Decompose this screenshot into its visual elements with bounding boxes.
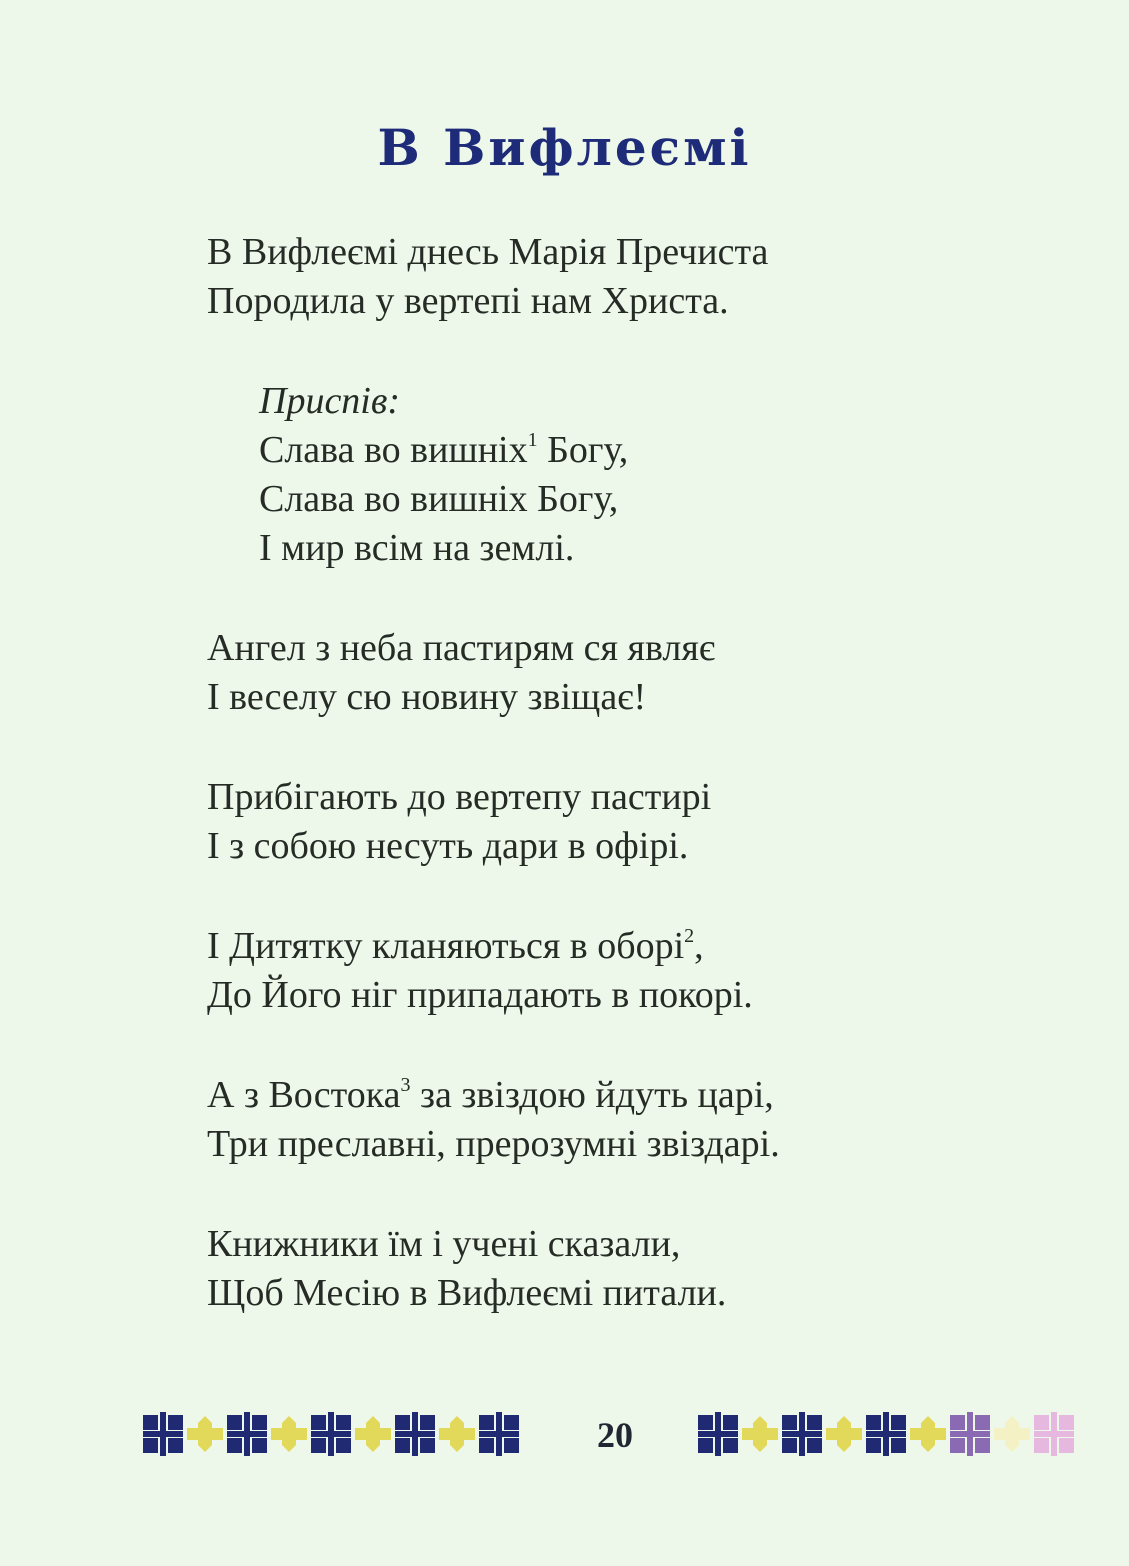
poem-line: І мир всім на землі. <box>259 527 575 569</box>
diamond-stitch-icon <box>439 1416 475 1452</box>
poem-line: Прибігають до вертепу пастирі <box>207 776 712 818</box>
cross-stitch-icon <box>227 1412 267 1456</box>
footnote-marker: 3 <box>400 1074 411 1096</box>
poem-line: Породила у вертепі нам Христа. <box>207 280 729 322</box>
poem-stanza <box>207 228 1009 326</box>
diamond-stitch-icon <box>355 1416 391 1452</box>
diamond-stitch-icon <box>910 1416 946 1452</box>
diamond-stitch-icon <box>742 1416 778 1452</box>
footnote-marker: 1 <box>527 429 538 451</box>
page-number: 20 <box>597 1415 633 1455</box>
poem-stanza <box>207 922 1009 1020</box>
poem-line: В Вифлеємі днесь Марія Пречиста <box>207 231 769 273</box>
poem-line: Слава во вишніх Богу, <box>259 478 619 520</box>
cross-stitch-icon <box>395 1412 435 1456</box>
cross-stitch-icon <box>143 1412 183 1456</box>
poem-stanza <box>207 1071 1009 1169</box>
poem-line <box>207 1071 1009 1120</box>
cross-stitch-icon <box>311 1412 351 1456</box>
line-text-tail: за звіздою йдуть царі, <box>410 1074 774 1116</box>
footnote-marker: 2 <box>684 925 695 947</box>
poem-line: Три преславні, прерозумні звіздарі. <box>207 1123 780 1165</box>
poem-stanza <box>207 773 1009 871</box>
poem-line: Ангел з неба пастирям ся являє <box>207 627 716 669</box>
poem-line <box>259 426 1009 475</box>
embroidery-ornament-right <box>698 1412 1083 1456</box>
poem-title: В Вифлеємі <box>377 118 752 177</box>
poem-line: До Його ніг припадають в покорі. <box>207 974 753 1016</box>
line-text: І Дитятку кланяються в оборі <box>207 925 685 967</box>
poem-line: Книжники їм і учені сказали, <box>207 1223 681 1265</box>
chorus-label: Приспів: <box>259 380 401 422</box>
cross-stitch-icon <box>866 1412 906 1456</box>
poem-line <box>207 922 1009 971</box>
cross-stitch-icon <box>950 1412 990 1456</box>
poem-line: І з собою несуть дари в офірі. <box>207 825 689 867</box>
poem-stanza <box>207 1220 1009 1318</box>
poem-line: І веселу сю новину звіщає! <box>207 676 647 718</box>
cross-stitch-icon <box>479 1412 519 1456</box>
line-text: А з Востока <box>207 1074 401 1116</box>
chorus-stanza <box>207 377 1009 573</box>
line-text-tail: Богу, <box>537 429 629 471</box>
poem-line: Щоб Месію в Вифлеємі питали. <box>207 1272 727 1314</box>
line-text: Слава во вишніх <box>259 429 528 471</box>
poem-stanza <box>207 624 1009 722</box>
diamond-stitch-icon <box>994 1416 1030 1452</box>
embroidery-ornament-left <box>143 1412 538 1456</box>
cross-stitch-icon <box>782 1412 822 1456</box>
diamond-stitch-icon <box>271 1416 307 1452</box>
line-text-tail: , <box>694 925 704 967</box>
poem-body <box>207 228 1009 1369</box>
diamond-stitch-icon <box>187 1416 223 1452</box>
diamond-stitch-icon <box>826 1416 862 1452</box>
cross-stitch-icon <box>698 1412 738 1456</box>
cross-stitch-icon <box>1034 1412 1074 1456</box>
